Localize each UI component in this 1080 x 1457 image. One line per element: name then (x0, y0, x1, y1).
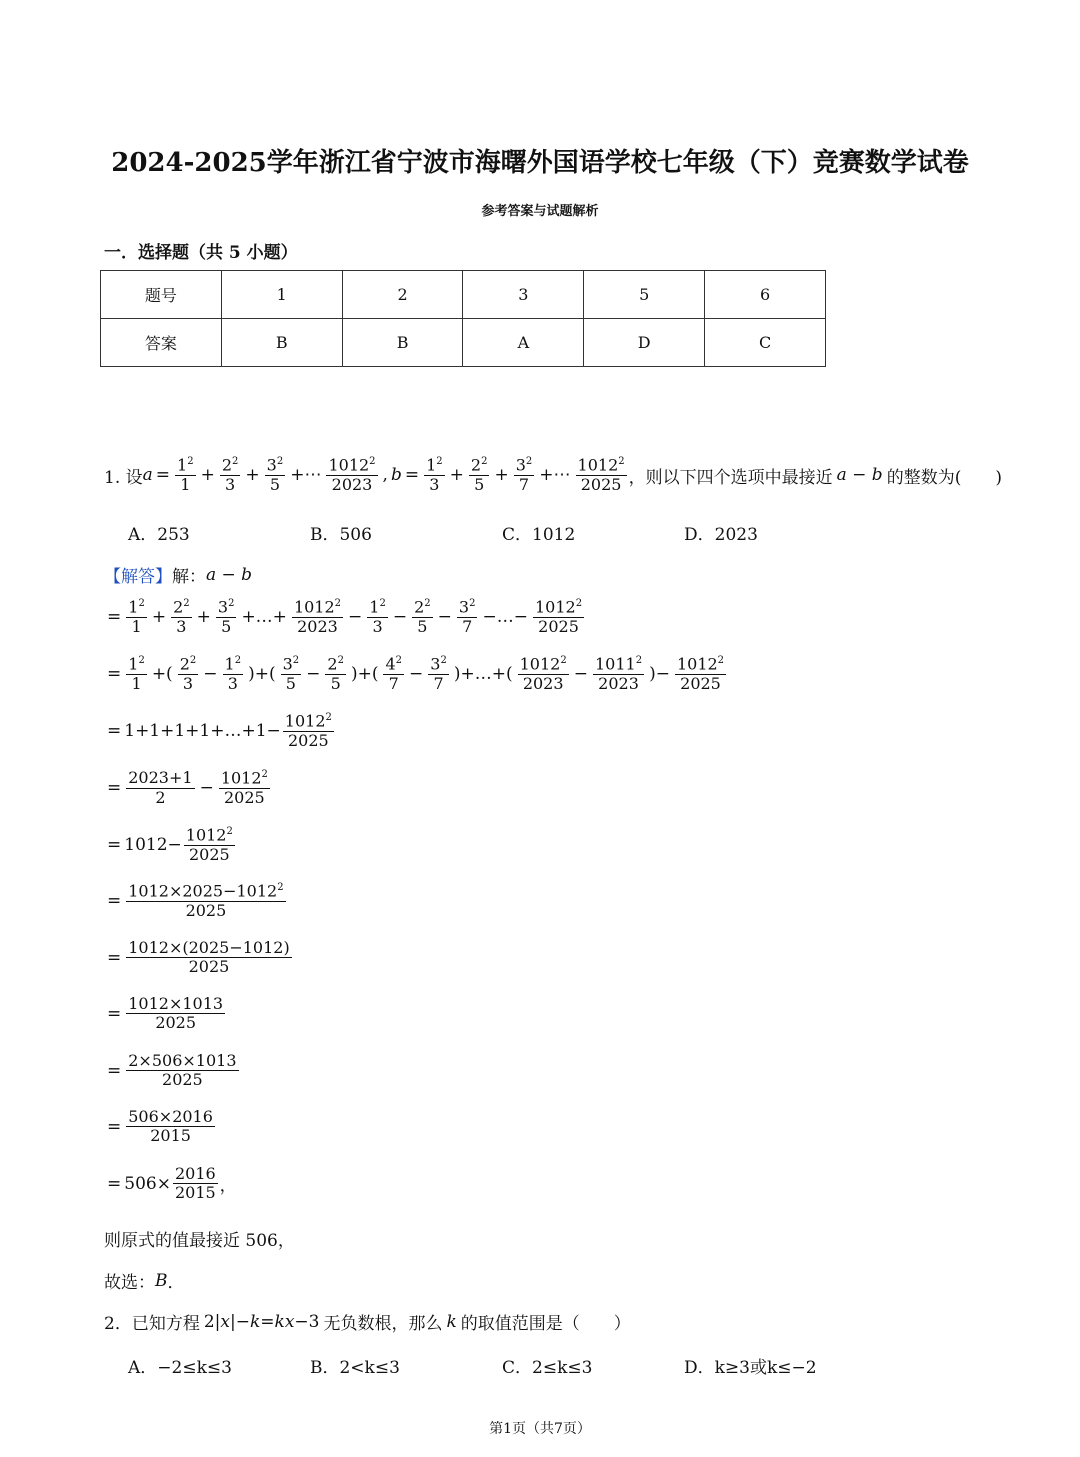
table-cell: B (221, 319, 342, 367)
table-cell: 1 (221, 271, 342, 319)
table-cell: 3 (463, 271, 584, 319)
solution-step: = 1012− $\frac{1012^2}{2025}$ (107, 825, 233, 864)
q2-stem: 2．已知方程 2|x|−k=kx−3 无负数根，那么 k 的取值范围是（ ） (104, 1309, 631, 1334)
choice-label: 故选： (104, 1273, 155, 1293)
table-cell: B (342, 319, 463, 367)
solution-tag: 【解答】 (104, 567, 172, 587)
q1-option-a: A．253 (128, 525, 190, 545)
table-header-cell: 答案 (101, 319, 222, 367)
solution-step: = $\frac{1^2}{1}$ +( $\frac{2^2}{3}$ − $\frac{1^2}{3}$ )+( $\frac{3^2}{5}$ − $\frac{2^2}{5}$ )+( $\frac{4^2}{7}$ − $\frac{3^2}{7}$ )+…+( $\frac{1012^2}{2023}$ − $\frac{1011^2}{2023}$ )− $\frac{1012^2}{2025}$ (107, 654, 725, 693)
q1-option-b: B．506 (310, 525, 372, 545)
solution-step: = $\frac{2\times 506\times 1013}{2025}$ (107, 1051, 237, 1090)
section-heading: 一．选择题（共 5 小题） (104, 243, 298, 263)
q2-option-d: D．k≥3或k≤−2 (684, 1358, 817, 1378)
solution-step: = $\frac{2023+1}{2}$ − $\frac{1012^2}{2025}$ (107, 768, 268, 807)
table-cell: 6 (705, 271, 826, 319)
q1-stem: 1. 设 a = $\frac{1^2}{1}$ + $\frac{2^2}{3}$ + $\frac{3^2}{5}$ +⋯ $\frac{1012^2}{2023}$ , b = $\frac{1^2}{3}$ + $\frac{2^2}{5}$ + $\frac{3^2}{7}$ +⋯ $\frac{1012^2}{2025}$ ，则以下四个选项中最接近 a − b 的整数为( ) (104, 455, 1002, 494)
solution-step: = 506× $\frac{2016}{2015}$ ， (107, 1164, 237, 1203)
table-header-cell: 题号 (101, 271, 222, 319)
solution-step: = $\frac{1012\times(2025-1012)}{2025}$ (107, 938, 290, 977)
q2-option-a: A．−2≤k≤3 (128, 1358, 232, 1378)
q2-option-c: C．2≤k≤3 (502, 1358, 593, 1378)
q1-suffix: ，则以下四个选项中最接近 (628, 467, 833, 488)
q1-option-c: C．1012 (502, 525, 576, 545)
table-cell: A (463, 319, 584, 367)
solution-step: = $\frac{1^2}{1}$ + $\frac{2^2}{3}$ + $\frac{3^2}{5}$ +…+ $\frac{1012^2}{2023}$ − $\frac{1^2}{3}$ − $\frac{2^2}{5}$ − $\frac{3^2}{7}$ −…− $\frac{1012^2}{2025}$ (107, 597, 583, 636)
q2-stem-mid: 无负数根，那么 (323, 1314, 443, 1334)
page-subtitle: 参考答案与试题解析 (481, 204, 599, 219)
solution-intro-text: 解： (172, 567, 206, 587)
q2-stem-start: 2．已知方程 (104, 1314, 200, 1334)
table-cell: D (584, 319, 705, 367)
solution-step: = $\frac{1012\times 1013}{2025}$ (107, 994, 224, 1033)
table-row (101, 271, 826, 319)
solution-step: = $\frac{506\times 2016}{2015}$ (107, 1107, 213, 1146)
page-footer: 第1页（共7页） (489, 1421, 591, 1437)
q2-option-b: B．2<k≤3 (310, 1358, 400, 1378)
solution-conclusion: 则原式的值最接近 506， (104, 1231, 295, 1251)
solution-step: = $\frac{1012\times 2025-1012^2}{2025}$ (107, 881, 284, 920)
table-cell: 2 (342, 271, 463, 319)
answer-table (100, 270, 826, 367)
choice-value: B (155, 1270, 168, 1291)
solution-step: = 1+1+1+1+…+1− $\frac{1012^2}{2025}$ (107, 711, 332, 750)
table-cell: 5 (584, 271, 705, 319)
q2-stem-end: 的取值范围是（ ） (460, 1314, 631, 1334)
q1-solution-intro: 【解答】 解： a − b (104, 562, 252, 587)
table-row (101, 319, 826, 367)
q1-option-d: D．2023 (684, 525, 758, 545)
table-cell: C (705, 319, 826, 367)
q1-suffix2: 的整数为( ) (886, 467, 1002, 488)
q1-prefix: 1. 设 (104, 467, 143, 488)
page-title: 2024-2025学年浙江省宁波市海曙外国语学校七年级（下）竞赛数学试卷 (111, 148, 969, 178)
solution-choice: 故选： B ． (104, 1268, 185, 1293)
